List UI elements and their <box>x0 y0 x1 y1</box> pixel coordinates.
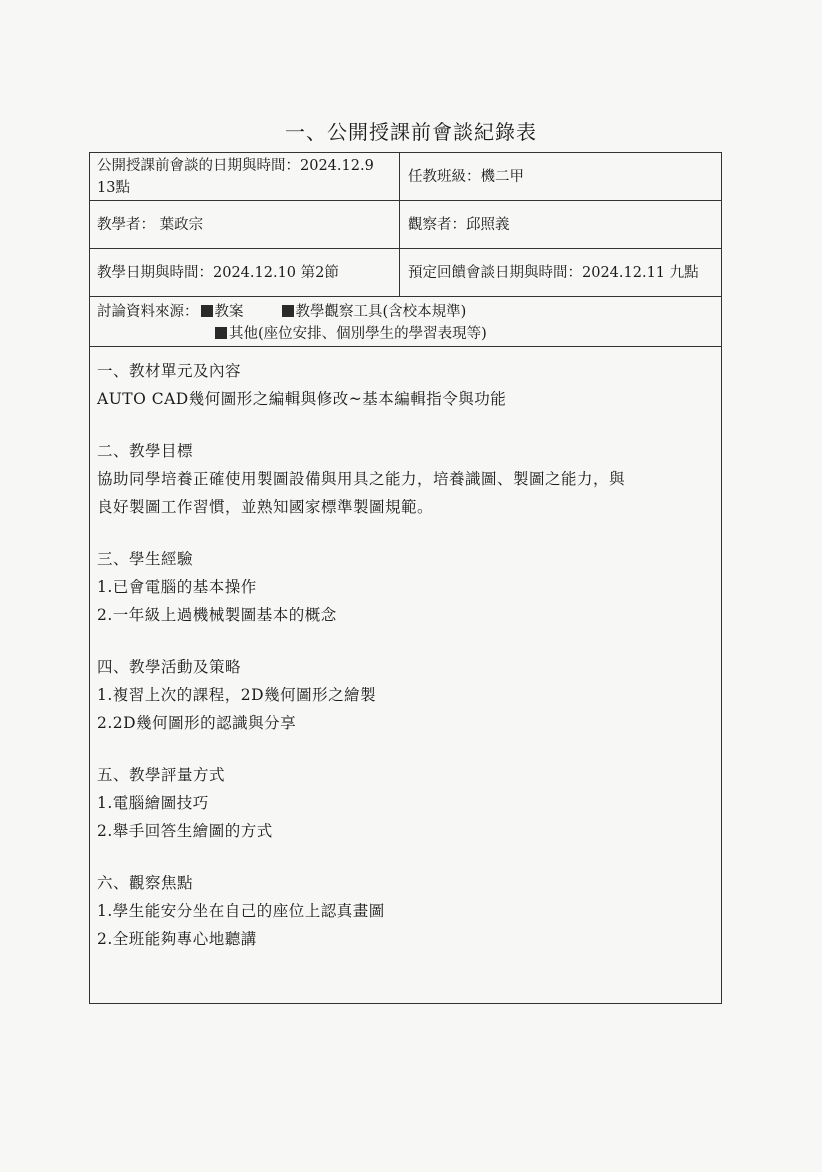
section-heading: 一、教材單元及內容 <box>97 362 242 380</box>
observer-name: 觀察者：邱照義 <box>408 216 510 233</box>
observer-cell <box>400 201 721 248</box>
feedback-datetime: 預定回饋會談日期與時間：2024.12.11 九點 <box>408 264 699 281</box>
teaching-class: 任教班級：機二甲 <box>408 168 524 185</box>
form-row-dates <box>90 249 721 297</box>
teaching-datetime: 教學日期與時間：2024.12.10 第2節 <box>97 264 339 281</box>
section-line: 2.一年級上過機械製圖基本的概念 <box>97 606 337 624</box>
section-line: 2.全班能夠專心地聽講 <box>97 930 257 948</box>
checked-box-icon <box>215 327 227 339</box>
source-label: 討論資料來源： <box>97 304 199 320</box>
section-heading: 六、觀察焦點 <box>97 874 194 892</box>
section-heading: 二、教學目標 <box>97 442 194 460</box>
page-title: 一、公開授課前會談紀錄表 <box>285 120 537 144</box>
pre-meeting-datetime: 公開授課前會談的日期與時間：2024.12.9 13點 <box>97 157 374 196</box>
source-other: 其他(座位安排、個別學生的學習表現等) <box>229 326 487 342</box>
teacher-name: 教學者： 葉政宗 <box>97 216 204 233</box>
content-area <box>97 357 713 977</box>
section-observation-focus <box>97 869 713 953</box>
section-line: 1.已會電腦的基本操作 <box>97 578 257 596</box>
section-line: 2.舉手回答生繪圖的方式 <box>97 822 273 840</box>
source-lesson-plan: 教案 <box>214 304 244 320</box>
class-cell <box>400 153 721 200</box>
section-line: 協助同學培養正確使用製圖設備與用具之能力，培養識圖、製圖之能力，與 <box>97 470 626 488</box>
section-line: AUTO CAD幾何圖形之編輯與修改~基本編輯指令與功能 <box>97 390 507 408</box>
section-line: 1.電腦繪圖技巧 <box>97 794 209 812</box>
form-row-meeting-info <box>90 153 721 201</box>
section-heading: 四、教學活動及策略 <box>97 658 242 676</box>
discussion-source <box>97 301 487 345</box>
section-line: 2.2D幾何圖形的認識與分享 <box>97 714 297 732</box>
section-heading: 三、學生經驗 <box>97 550 194 568</box>
section-student-experience <box>97 545 713 629</box>
section-activities <box>97 653 713 737</box>
feedback-datetime-cell <box>400 249 721 296</box>
form-row-source <box>90 297 721 347</box>
checked-box-icon <box>282 305 294 317</box>
section-teaching-goals <box>97 437 713 521</box>
pre-meeting-datetime-cell <box>90 153 400 200</box>
teacher-cell <box>90 201 400 248</box>
section-line: 1.複習上次的課程，2D幾何圖形之繪製 <box>97 686 377 704</box>
section-line: 良好製圖工作習慣，並熟知國家標準製圖規範。 <box>97 498 434 516</box>
checked-box-icon <box>201 305 213 317</box>
section-heading: 五、教學評量方式 <box>97 766 226 784</box>
section-line: 1.學生能安分坐在自己的座位上認真畫圖 <box>97 902 385 920</box>
section-unit-content <box>97 357 713 413</box>
section-assessment <box>97 761 713 845</box>
teaching-datetime-cell <box>90 249 400 296</box>
meeting-record-form <box>89 152 722 1004</box>
source-observation-tool: 教學觀察工具(含校本規準) <box>295 304 467 320</box>
form-row-people <box>90 201 721 249</box>
